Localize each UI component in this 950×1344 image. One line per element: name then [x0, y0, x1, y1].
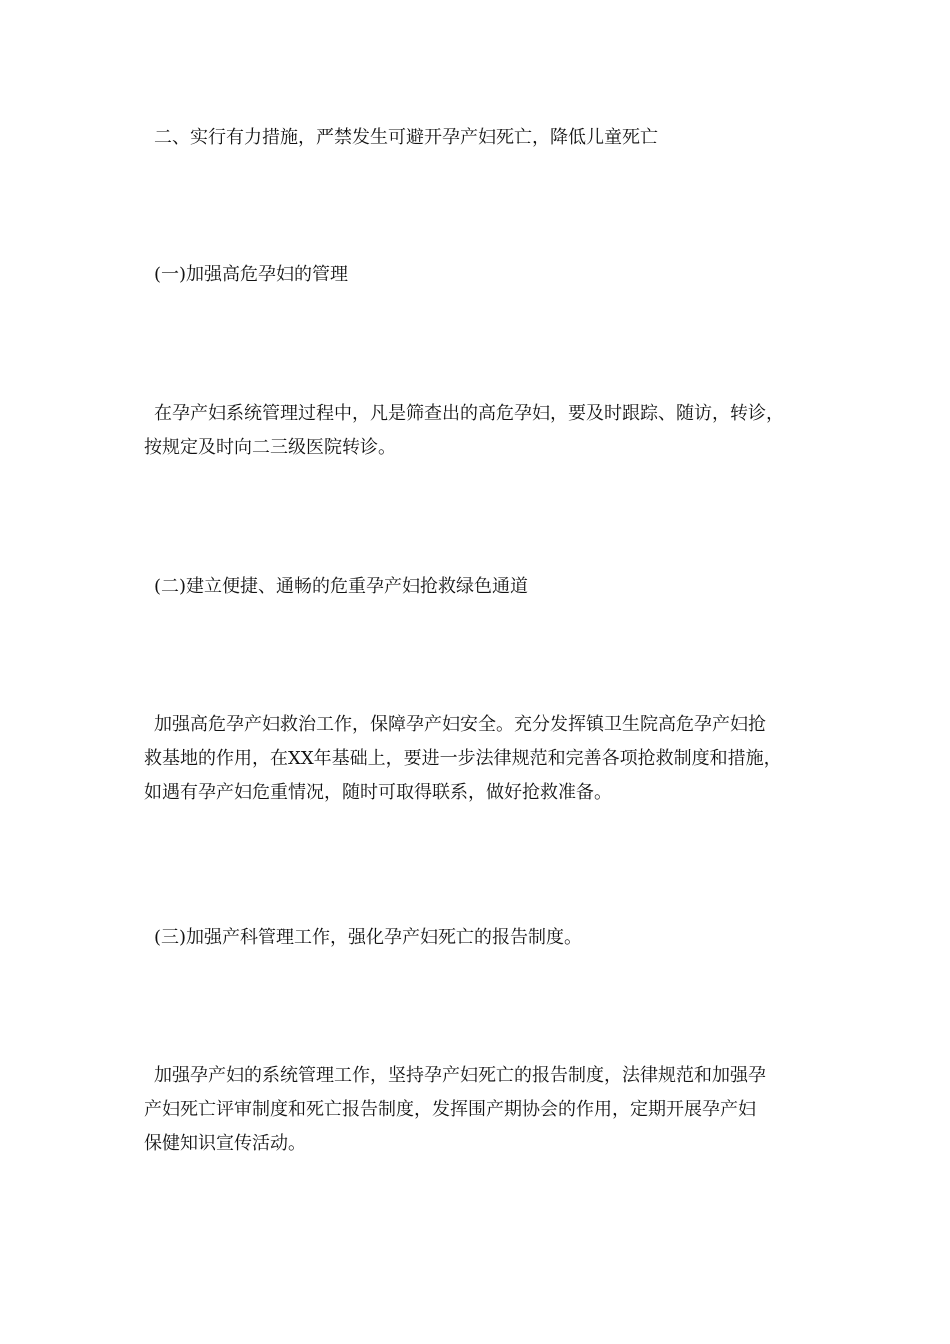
section-heading-text: 二、实行有力措施，严禁发生可避开孕产妇死亡，降低儿童死亡 — [154, 127, 658, 148]
paragraph-line: 救基地的作用，在XX年基础上，要进一步法律规范和完善各项抢救制度和措施， — [144, 748, 782, 769]
subsection-2-body — [144, 708, 834, 810]
subsection-3-body — [144, 1059, 834, 1161]
subsection-2-title — [144, 570, 834, 604]
paragraph-line: 如遇有孕产妇危重情况，随时可取得联系，做好抢救准备。 — [144, 782, 612, 803]
paragraph-line: 产妇死亡评审制度和死亡报告制度，发挥围产期协会的作用，定期开展孕产妇 — [144, 1099, 756, 1120]
paragraph-line: 按规定及时向二三级医院转诊。 — [144, 437, 396, 458]
subsection-1-title-text: (一)加强高危孕妇的管理 — [154, 264, 349, 285]
subsection-2-title-text: (二)建立便捷、通畅的危重孕产妇抢救绿色通道 — [154, 576, 529, 597]
subsection-1-body — [144, 397, 834, 465]
paragraph-line: 加强孕产妇的系统管理工作，坚持孕产妇死亡的报告制度，法律规范和加强孕 — [154, 1065, 766, 1086]
section-heading — [144, 121, 834, 155]
subsection-1-title — [144, 258, 834, 292]
paragraph-line: 保健知识宣传活动。 — [144, 1133, 306, 1154]
paragraph-line: 加强高危孕产妇救治工作，保障孕产妇安全。充分发挥镇卫生院高危孕产妇抢 — [154, 714, 766, 735]
subsection-3-title — [144, 921, 834, 955]
subsection-3-title-text: (三)加强产科管理工作，强化孕产妇死亡的报告制度。 — [154, 927, 583, 948]
paragraph-line: 在孕产妇系统管理过程中，凡是筛查出的高危孕妇，要及时跟踪、随访，转诊， — [154, 403, 784, 424]
